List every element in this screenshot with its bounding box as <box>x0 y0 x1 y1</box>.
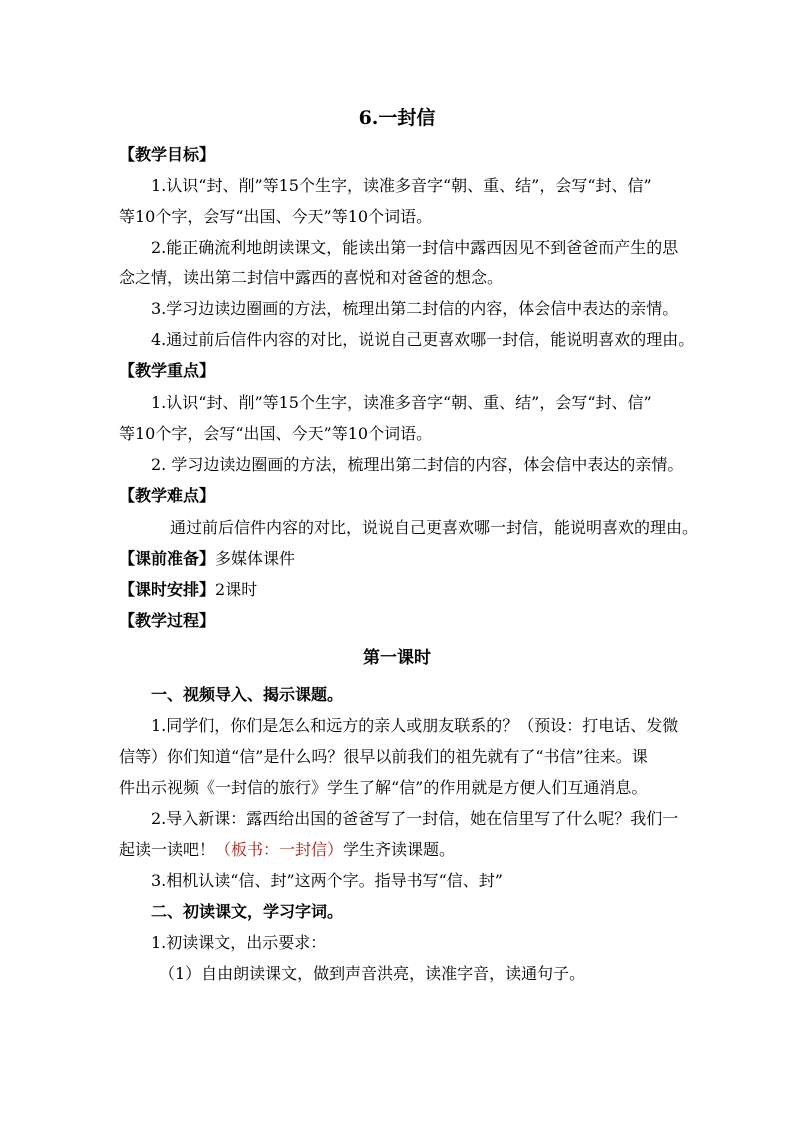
objective-line-1: 1.认识“封、削”等15个生字，读准多音字“朝、重、结”，会写“封、信” <box>151 176 652 195</box>
key-points-heading: 【教学重点】 <box>119 361 216 380</box>
lesson1-heading: 第一课时 <box>363 648 431 668</box>
part1-line-6: 3.相机认读“信、封”这两个字。指导书写“信、封” <box>151 871 503 890</box>
schedule-heading: 【课时安排】 <box>119 580 216 599</box>
part2-line-2: （1）自由朗读课文，做到声音洪亮，读准字音，读通句子。 <box>159 964 586 983</box>
difficulty-text: 通过前后信件内容的对比，说说自己更喜欢哪一封信，能说明喜欢的理由。 <box>170 518 699 537</box>
key-point-line-3: 2. 学习边读边圈画的方法，梳理出第二封信的内容，体会信中表达的亲情。 <box>151 455 684 474</box>
objective-line-2: 等10个字，会写“出国、今天”等10个词语。 <box>119 207 433 226</box>
document-title: 6.一封信 <box>358 107 436 129</box>
part1-line-2: 信等）你们知道“信”是什么吗？很早以前我们的祖先就有了“书信”往来。课 <box>119 747 648 766</box>
part1-line-5-before: 起读一读吧！ <box>119 840 216 859</box>
schedule-value: 2课时 <box>215 580 258 599</box>
part1-heading: 一、视频导入、揭示课题。 <box>151 685 344 704</box>
prep-value: 多媒体课件 <box>215 549 296 568</box>
part1-line-3: 件出示视频《一封信的旅行》学生了解“信”的作用就是方便人们互通消息。 <box>119 778 648 797</box>
objective-line-5: 3.学习边读边圈画的方法，梳理出第二封信的内容，体会信中表达的亲情。 <box>151 299 679 318</box>
part1-line-4: 2.导入新课：露西给出国的爸爸写了一封信，她在信里写了什么呢？我们一 <box>151 809 679 828</box>
part2-line-1: 1.初读课文，出示要求： <box>151 933 327 952</box>
prep-heading: 【课前准备】 <box>119 549 216 568</box>
objective-line-4: 念之情，读出第二封信中露西的喜悦和对爸爸的想念。 <box>119 268 504 287</box>
schedule-row <box>119 580 679 600</box>
key-point-line-1: 1.认识“封、削”等15个生字，读准多音字“朝、重、结”，会写“封、信” <box>151 393 652 412</box>
objective-line-3: 2.能正确流利地朗读课文，能读出第一封信中露西因见不到爸爸而产生的思 <box>151 238 679 257</box>
part2-heading: 二、初读课文，学习字词。 <box>151 902 344 921</box>
process-heading: 【教学过程】 <box>119 611 216 630</box>
part1-line-5-after: 学生齐读课题。 <box>343 840 456 859</box>
objectives-heading: 【教学目标】 <box>119 145 216 164</box>
part1-line-5 <box>119 840 679 860</box>
key-point-line-2: 等10个字，会写“出国、今天”等10个词语。 <box>119 424 433 443</box>
part1-line-1: 1.同学们，你们是怎么和远方的亲人或朋友联系的？（预设：打电话、发微 <box>151 716 679 735</box>
prep-row <box>119 549 679 569</box>
board-note: （板书：一封信） <box>215 840 344 859</box>
objective-line-6: 4.通过前后信件内容的对比，说说自己更喜欢哪一封信，能说明喜欢的理由。 <box>151 330 695 349</box>
difficulty-heading: 【教学难点】 <box>119 486 216 505</box>
